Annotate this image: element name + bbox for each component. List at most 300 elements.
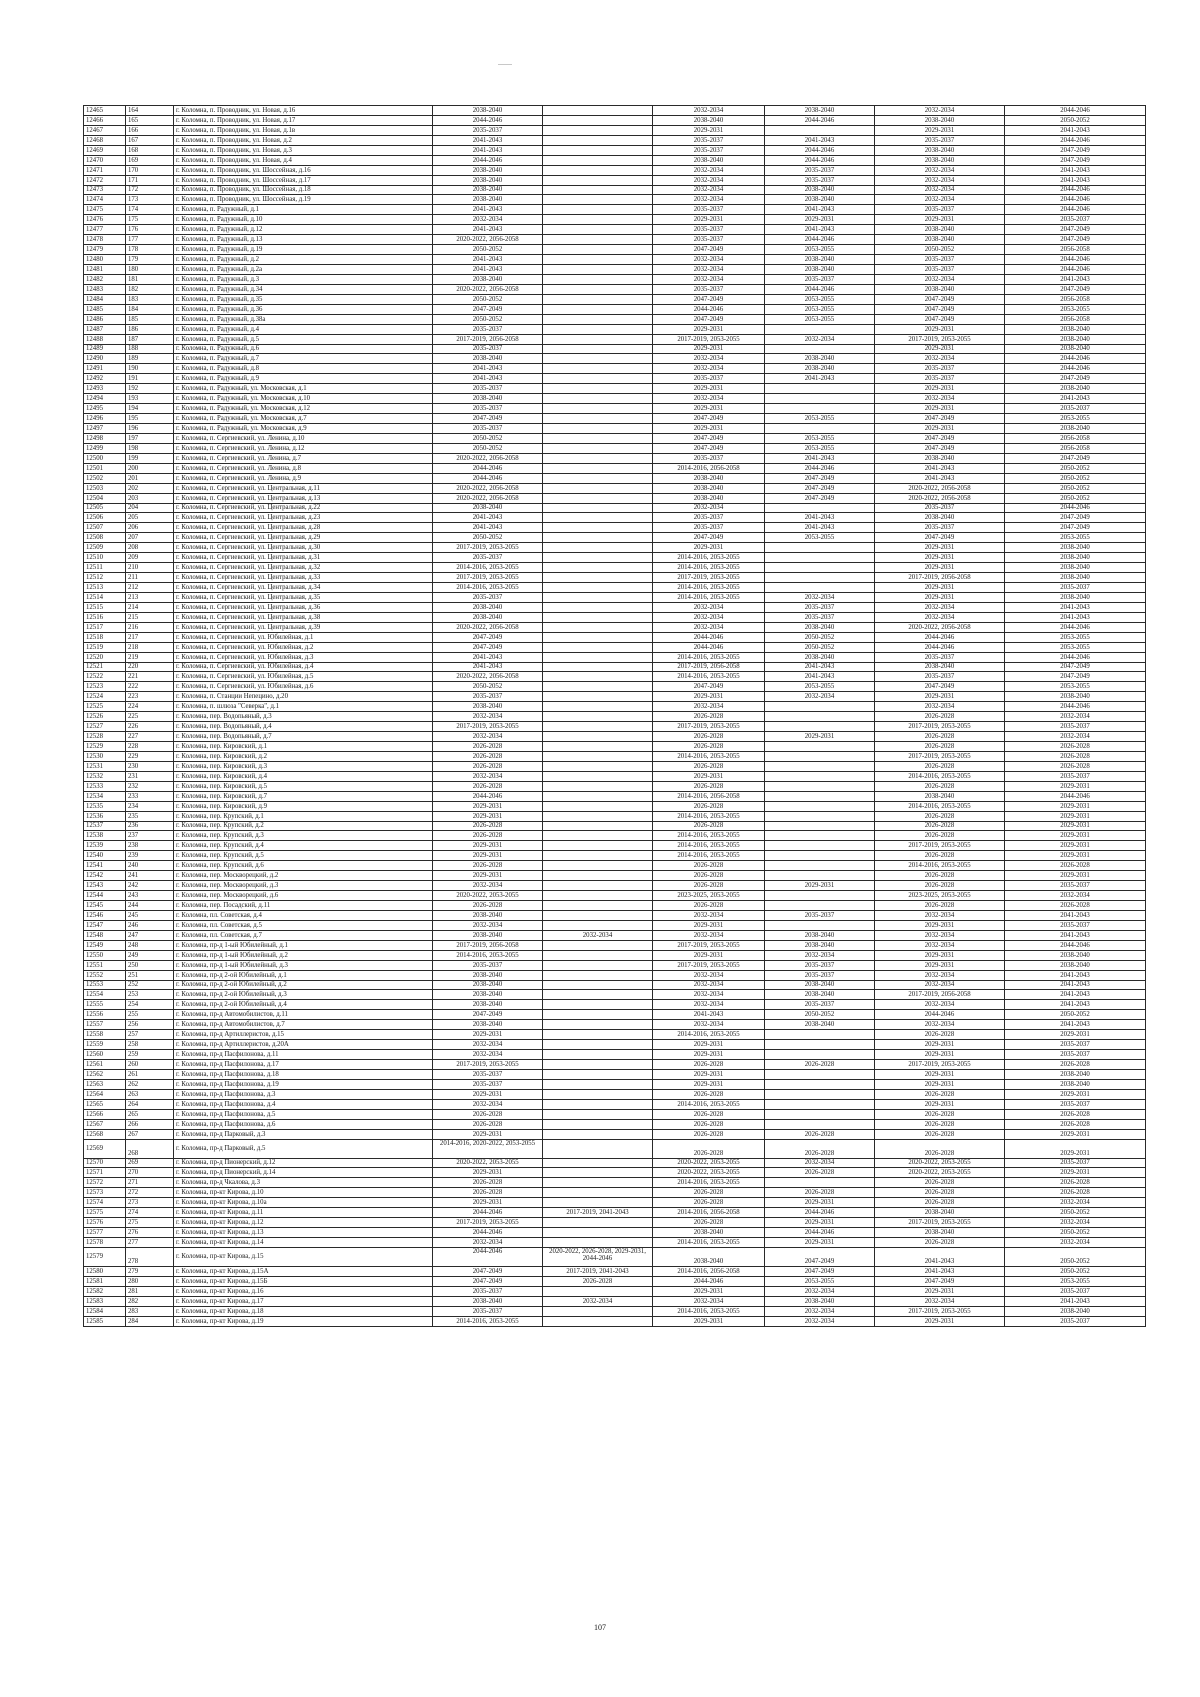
table-cell: 2014-2016, 2053-2055: [653, 592, 765, 602]
table-cell: 12582: [84, 1286, 126, 1296]
table-cell: [543, 1109, 653, 1119]
table-cell: г. Коломна, пр-д Пасфилонова, д.4: [174, 1099, 433, 1109]
table-cell: 205: [126, 513, 174, 523]
table-row: [84, 891, 1146, 901]
table-cell: [765, 1109, 875, 1119]
table-cell: 260: [126, 1060, 174, 1070]
table-row: [84, 901, 1146, 911]
table-cell: 2029-2031: [875, 1286, 1005, 1296]
table-cell: 2014-2016, 2053-2055: [875, 861, 1005, 871]
table-cell: 2020-2022, 2056-2058: [433, 622, 543, 632]
table-cell: 2020-2022, 2053-2055: [875, 1168, 1005, 1178]
table-cell: 2014-2016, 2020-2022, 2053-2055: [433, 1139, 543, 1158]
table-cell: 2038-2040: [875, 284, 1005, 294]
table-cell: 223: [126, 692, 174, 702]
table-cell: 2044-2046: [1005, 205, 1146, 215]
table-cell: 224: [126, 702, 174, 712]
table-cell: 2044-2046: [1005, 702, 1146, 712]
table-cell: 12521: [84, 662, 126, 672]
table-cell: 2032-2034: [653, 1296, 765, 1306]
table-cell: г. Коломна, п. Сергиевский, ул. Центральная, д.13: [174, 493, 433, 503]
table-cell: 256: [126, 1020, 174, 1030]
table-cell: [543, 920, 653, 930]
table-cell: 235: [126, 811, 174, 821]
table-cell: г. Коломна, п. Проводник, ул. Новая, д.16: [174, 106, 433, 116]
table-cell: 2038-2040: [875, 1208, 1005, 1218]
table-cell: 170: [126, 165, 174, 175]
table-cell: 2017-2019, 2053-2055: [875, 334, 1005, 344]
table-cell: 12583: [84, 1296, 126, 1306]
table-cell: [543, 175, 653, 185]
table-cell: 12523: [84, 682, 126, 692]
table-cell: 2029-2031: [653, 215, 765, 225]
table-cell: 2041-2043: [1005, 175, 1146, 185]
table-cell: г. Коломна, пер. Кировский, д.4: [174, 771, 433, 781]
table-cell: 2029-2031: [765, 1238, 875, 1248]
table-row: [84, 433, 1146, 443]
table-cell: 2038-2040: [765, 265, 875, 275]
table-cell: 2026-2028: [875, 1089, 1005, 1099]
table-cell: 2026-2028: [653, 1060, 765, 1070]
table-cell: [765, 851, 875, 861]
table-cell: 2032-2034: [433, 712, 543, 722]
table-cell: 2035-2037: [653, 523, 765, 533]
table-cell: 2029-2031: [433, 811, 543, 821]
table-cell: 2017-2019, 2053-2055: [433, 573, 543, 583]
table-cell: 2026-2028: [433, 751, 543, 761]
table-cell: 2029-2031: [875, 324, 1005, 334]
table-cell: [543, 692, 653, 702]
table-cell: 12574: [84, 1198, 126, 1208]
table-cell: 2029-2031: [1005, 831, 1146, 841]
table-cell: г. Коломна, пр-кт Кирова, д.10: [174, 1188, 433, 1198]
table-cell: 2041-2043: [433, 374, 543, 384]
table-cell: [543, 1040, 653, 1050]
table-cell: 2038-2040: [433, 354, 543, 364]
table-cell: 243: [126, 891, 174, 901]
table-cell: г. Коломна, пер. Крупский, д.4: [174, 841, 433, 851]
table-cell: 2050-2052: [433, 682, 543, 692]
table-cell: 2020-2022, 2053-2055: [653, 1168, 765, 1178]
table-cell: 214: [126, 602, 174, 612]
table-cell: 271: [126, 1178, 174, 1188]
table-cell: 2014-2016, 2053-2055: [875, 801, 1005, 811]
table-cell: 2047-2049: [433, 632, 543, 642]
table-cell: 12576: [84, 1218, 126, 1228]
table-cell: 2035-2037: [653, 205, 765, 215]
table-cell: г. Коломна, пер. Крупский, д.6: [174, 861, 433, 871]
table-cell: 2038-2040: [765, 185, 875, 195]
table-cell: [543, 980, 653, 990]
table-cell: 12547: [84, 920, 126, 930]
table-cell: г. Коломна, п. Сергиевский, ул. Юбилейная, д.2: [174, 642, 433, 652]
table-cell: г. Коломна, п. шлюза "Северка", д.1: [174, 702, 433, 712]
table-cell: 2038-2040: [433, 602, 543, 612]
table-cell: 2032-2034: [875, 980, 1005, 990]
table-cell: 2032-2034: [875, 930, 1005, 940]
table-cell: 2041-2043: [875, 1266, 1005, 1276]
table-row: [84, 106, 1146, 116]
table-cell: 2038-2040: [1005, 950, 1146, 960]
table-row: [84, 473, 1146, 483]
table-cell: 2041-2043: [765, 662, 875, 672]
table-cell: [543, 632, 653, 642]
table-cell: г. Коломна, п. Сергиевский, ул. Центральная, д.34: [174, 583, 433, 593]
table-cell: 2029-2031: [875, 424, 1005, 434]
table-cell: 2026-2028: [653, 1109, 765, 1119]
table-cell: 188: [126, 344, 174, 354]
table-cell: 2026-2028: [875, 742, 1005, 752]
table-cell: [765, 125, 875, 135]
table-cell: 2017-2019, 2053-2055: [875, 722, 1005, 732]
table-cell: [543, 1198, 653, 1208]
table-cell: 2053-2055: [765, 533, 875, 543]
table-cell: 2029-2031: [653, 920, 765, 930]
table-cell: 2026-2028: [875, 712, 1005, 722]
table-cell: г. Коломна, пл. Советская, д.7: [174, 930, 433, 940]
table-cell: 12502: [84, 473, 126, 483]
table-cell: 2029-2031: [875, 344, 1005, 354]
table-cell: 12471: [84, 165, 126, 175]
table-cell: 2041-2043: [765, 672, 875, 682]
table-cell: 2029-2031: [765, 881, 875, 891]
table-cell: 2029-2031: [1005, 1129, 1146, 1139]
table-cell: 2053-2055: [1005, 682, 1146, 692]
table-cell: 2032-2034: [765, 334, 875, 344]
table-cell: 12527: [84, 722, 126, 732]
table-cell: 2041-2043: [1005, 274, 1146, 284]
table-cell: 12565: [84, 1099, 126, 1109]
table-cell: г. Коломна, пер. Москворецкий, д.2: [174, 871, 433, 881]
table-cell: [543, 493, 653, 503]
table-cell: 2032-2034: [875, 185, 1005, 195]
table-cell: 2038-2040: [433, 612, 543, 622]
table-cell: 2026-2028: [875, 1139, 1005, 1158]
table-row: [84, 205, 1146, 215]
table-cell: 2032-2034: [653, 930, 765, 940]
table-row: [84, 672, 1146, 682]
table-cell: 2053-2055: [765, 682, 875, 692]
table-cell: 2032-2034: [653, 274, 765, 284]
table-cell: 2032-2034: [653, 364, 765, 374]
table-cell: 2035-2037: [433, 553, 543, 563]
table-cell: 2020-2022, 2056-2058: [433, 284, 543, 294]
table-cell: 2038-2040: [875, 115, 1005, 125]
table-cell: 2014-2016, 2053-2055: [653, 1306, 765, 1316]
table-row: [84, 195, 1146, 205]
table-cell: [543, 553, 653, 563]
table-cell: 252: [126, 980, 174, 990]
table-cell: [543, 145, 653, 155]
table-cell: 2026-2028: [765, 1060, 875, 1070]
table-cell: 2017-2019, 2056-2058: [433, 334, 543, 344]
table-row: [84, 1139, 1146, 1158]
table-cell: 12517: [84, 622, 126, 632]
table-cell: 2026-2028: [433, 781, 543, 791]
table-cell: 2047-2049: [875, 533, 1005, 543]
table-cell: 12536: [84, 811, 126, 821]
table-cell: 183: [126, 294, 174, 304]
table-cell: [543, 622, 653, 632]
table-cell: 199: [126, 453, 174, 463]
table-cell: 226: [126, 722, 174, 732]
table-cell: 2050-2052: [765, 642, 875, 652]
table-cell: 2056-2058: [1005, 294, 1146, 304]
table-cell: 283: [126, 1306, 174, 1316]
table-cell: 2047-2049: [653, 682, 765, 692]
table-cell: 12542: [84, 871, 126, 881]
table-cell: 2032-2034: [765, 1158, 875, 1168]
table-cell: [543, 592, 653, 602]
table-cell: [543, 791, 653, 801]
table-cell: 12537: [84, 821, 126, 831]
table-cell: 2014-2016, 2053-2055: [653, 672, 765, 682]
table-cell: 282: [126, 1296, 174, 1306]
table-cell: 2035-2037: [653, 135, 765, 145]
table-cell: 2032-2034: [875, 274, 1005, 284]
table-row: [84, 1188, 1146, 1198]
table-cell: 2029-2031: [653, 692, 765, 702]
table-cell: 204: [126, 503, 174, 513]
table-cell: 2047-2049: [875, 443, 1005, 453]
table-cell: [543, 662, 653, 672]
table-cell: 176: [126, 225, 174, 235]
table-cell: 2047-2049: [1005, 662, 1146, 672]
table-cell: 2035-2037: [875, 135, 1005, 145]
table-cell: 2014-2016, 2053-2055: [875, 771, 1005, 781]
table-cell: [543, 284, 653, 294]
table-cell: 2026-2028: [653, 1188, 765, 1198]
table-cell: 239: [126, 851, 174, 861]
table-cell: г. Коломна, п. Радужный, ул. Московская, д.12: [174, 404, 433, 414]
table-cell: 2029-2031: [765, 215, 875, 225]
table-cell: г. Коломна, пер. Кировский, д.3: [174, 761, 433, 771]
table-cell: 257: [126, 1030, 174, 1040]
table-cell: 2041-2043: [765, 205, 875, 215]
table-cell: 2026-2028: [653, 761, 765, 771]
table-cell: 12580: [84, 1266, 126, 1276]
table-cell: 165: [126, 115, 174, 125]
table-cell: 2038-2040: [765, 930, 875, 940]
table-cell: 12472: [84, 175, 126, 185]
table-cell: 2032-2034: [875, 106, 1005, 116]
table-cell: [543, 1188, 653, 1198]
table-row: [84, 761, 1146, 771]
table-cell: [765, 761, 875, 771]
table-cell: 178: [126, 245, 174, 255]
table-cell: 12584: [84, 1306, 126, 1316]
table-cell: 2041-2043: [433, 255, 543, 265]
table-cell: [543, 433, 653, 443]
table-cell: 2026-2028: [433, 1119, 543, 1129]
table-cell: [543, 563, 653, 573]
table-row: [84, 1296, 1146, 1306]
table-row: [84, 861, 1146, 871]
table-cell: 2035-2037: [433, 344, 543, 354]
table-cell: 2053-2055: [765, 443, 875, 453]
table-cell: 244: [126, 901, 174, 911]
table-row: [84, 1316, 1146, 1326]
table-cell: 2041-2043: [875, 1247, 1005, 1266]
table-cell: 2044-2046: [1005, 652, 1146, 662]
table-cell: 2026-2028: [875, 1129, 1005, 1139]
table-cell: 12556: [84, 1010, 126, 1020]
table-cell: 2038-2040: [433, 930, 543, 940]
table-cell: 2029-2031: [765, 1218, 875, 1228]
table-cell: г. Коломна, пр-кт Кирова, д.15: [174, 1247, 433, 1266]
table-cell: 2035-2037: [653, 374, 765, 384]
table-cell: 2050-2052: [1005, 1266, 1146, 1276]
table-cell: 284: [126, 1316, 174, 1326]
table-cell: [543, 265, 653, 275]
table-row: [84, 493, 1146, 503]
table-cell: 2035-2037: [433, 1306, 543, 1316]
table-cell: 2029-2031: [653, 1040, 765, 1050]
table-cell: 2014-2016, 2053-2055: [653, 841, 765, 851]
table-cell: 2026-2028: [653, 901, 765, 911]
table-cell: 2017-2019, 2053-2055: [433, 722, 543, 732]
table-cell: 2026-2028: [875, 1178, 1005, 1188]
table-cell: 2041-2043: [765, 135, 875, 145]
table-row: [84, 284, 1146, 294]
table-cell: 2038-2040: [1005, 384, 1146, 394]
table-cell: г. Коломна, п. Сергиевский, ул. Ленина, д.9: [174, 473, 433, 483]
table-cell: 233: [126, 791, 174, 801]
table-cell: 2038-2040: [1005, 592, 1146, 602]
table-cell: 2035-2037: [433, 384, 543, 394]
table-cell: 175: [126, 215, 174, 225]
table-cell: [765, 722, 875, 732]
table-cell: 2041-2043: [1005, 930, 1146, 940]
table-cell: г. Коломна, п. Радужный, д.7: [174, 354, 433, 364]
table-row: [84, 1238, 1146, 1248]
table-cell: г. Коломна, п. Сергиевский, ул. Центральная, д.22: [174, 503, 433, 513]
scan-artifact: [498, 64, 512, 65]
table-cell: 12554: [84, 990, 126, 1000]
table-cell: 218: [126, 642, 174, 652]
table-cell: 2053-2055: [765, 433, 875, 443]
table-row: [84, 1109, 1146, 1119]
table-cell: 2047-2049: [765, 493, 875, 503]
table-cell: 2029-2031: [1005, 1030, 1146, 1040]
table-cell: 2029-2031: [1005, 1168, 1146, 1178]
table-cell: [543, 354, 653, 364]
table-cell: г. Коломна, пр-кт Кирова, д.12: [174, 1218, 433, 1228]
table-cell: 12487: [84, 324, 126, 334]
table-row: [84, 1050, 1146, 1060]
table-cell: [765, 573, 875, 583]
table-cell: г. Коломна, п. Радужный, ул. Московская, д.1: [174, 384, 433, 394]
table-cell: 2041-2043: [433, 513, 543, 523]
table-cell: 2047-2049: [875, 414, 1005, 424]
table-row: [84, 543, 1146, 553]
table-row: [84, 751, 1146, 761]
table-cell: 2026-2028: [653, 1218, 765, 1228]
table-cell: [765, 563, 875, 573]
table-cell: 2047-2049: [433, 1266, 543, 1276]
table-cell: г. Коломна, пр-д Парковый, д.5: [174, 1139, 433, 1158]
table-cell: 2029-2031: [433, 1168, 543, 1178]
table-cell: 2041-2043: [765, 225, 875, 235]
table-cell: [543, 155, 653, 165]
table-row: [84, 940, 1146, 950]
table-cell: 2038-2040: [1005, 344, 1146, 354]
table-cell: г. Коломна, пр-д 1-ый Юбилейный, д.3: [174, 960, 433, 970]
table-row: [84, 155, 1146, 165]
table-cell: 2047-2049: [433, 1276, 543, 1286]
table-cell: 242: [126, 881, 174, 891]
table-cell: 2032-2034: [765, 950, 875, 960]
table-cell: 2020-2022, 2056-2058: [875, 493, 1005, 503]
table-cell: 12483: [84, 284, 126, 294]
table-row: [84, 801, 1146, 811]
schedule-table: [83, 105, 1146, 1327]
table-cell: 2026-2028: [875, 901, 1005, 911]
table-cell: 2017-2019, 2041-2043: [543, 1266, 653, 1276]
table-cell: 2032-2034: [875, 354, 1005, 364]
table-cell: [543, 195, 653, 205]
table-cell: 2032-2034: [653, 702, 765, 712]
table-cell: 2026-2028: [875, 811, 1005, 821]
table-cell: 2029-2031: [875, 692, 1005, 702]
table-cell: 241: [126, 871, 174, 881]
table-cell: 12489: [84, 344, 126, 354]
table-cell: г. Коломна, пер. Кировский, д.1: [174, 742, 433, 752]
table-cell: [543, 245, 653, 255]
table-cell: 2038-2040: [433, 165, 543, 175]
table-row: [84, 1010, 1146, 1020]
table-cell: 2044-2046: [653, 1276, 765, 1286]
table-row: [84, 294, 1146, 304]
table-cell: [543, 1129, 653, 1139]
table-cell: [543, 364, 653, 374]
table-cell: 2035-2037: [1005, 920, 1146, 930]
table-cell: 2035-2037: [1005, 722, 1146, 732]
table-cell: 2038-2040: [1005, 573, 1146, 583]
table-cell: [765, 920, 875, 930]
table-cell: 2029-2031: [765, 1198, 875, 1208]
table-cell: г. Коломна, пр-кт Кирова, д.15Б: [174, 1276, 433, 1286]
table-cell: 2053-2055: [765, 1276, 875, 1286]
table-cell: 12570: [84, 1158, 126, 1168]
table-cell: [765, 1099, 875, 1109]
table-row: [84, 1198, 1146, 1208]
table-cell: 2032-2034: [875, 910, 1005, 920]
table-cell: 12543: [84, 881, 126, 891]
table-row: [84, 881, 1146, 891]
table-cell: г. Коломна, п. Сергиевский, ул. Юбилейная, д.1: [174, 632, 433, 642]
table-cell: [543, 672, 653, 682]
table-cell: 2047-2049: [653, 294, 765, 304]
table-cell: 2056-2058: [1005, 433, 1146, 443]
table-cell: 2047-2049: [653, 245, 765, 255]
table-cell: 2053-2055: [765, 304, 875, 314]
table-cell: 2026-2028: [875, 1109, 1005, 1119]
table-cell: 2035-2037: [433, 592, 543, 602]
table-cell: [543, 1010, 653, 1020]
table-cell: 185: [126, 314, 174, 324]
table-row: [84, 265, 1146, 275]
table-cell: 2023-2025, 2053-2055: [653, 891, 765, 901]
table-cell: 190: [126, 364, 174, 374]
table-cell: 2035-2037: [653, 284, 765, 294]
table-cell: г. Коломна, п. Сергиевский, ул. Юбилейная, д.4: [174, 662, 433, 672]
table-cell: 2050-2052: [1005, 1228, 1146, 1238]
table-cell: 2044-2046: [433, 791, 543, 801]
table-row: [84, 165, 1146, 175]
table-row: [84, 344, 1146, 354]
table-cell: 12499: [84, 443, 126, 453]
